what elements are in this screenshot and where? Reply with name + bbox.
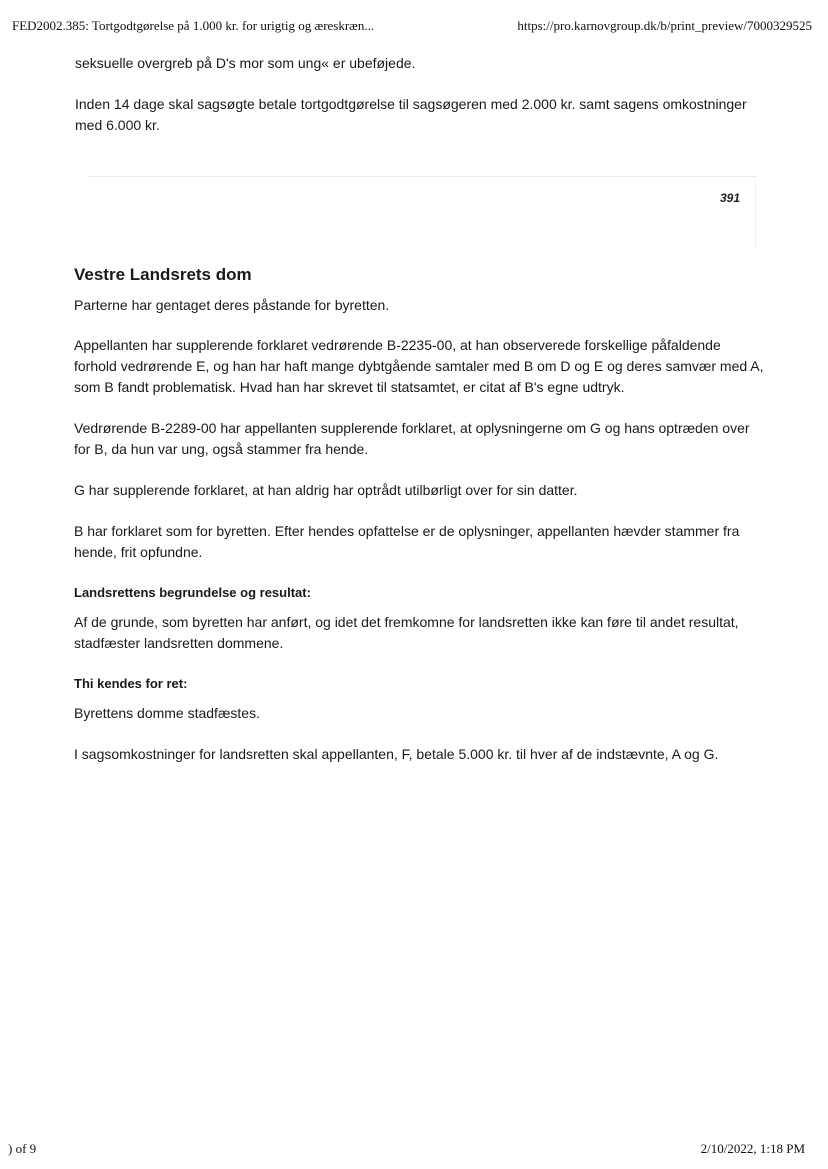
paragraph: Af de grunde, som byretten har anført, og idet det fremkomne for landsretten ikke kan føre til andet resultat, stadfæster landsretten dommene. [74,614,739,651]
section-heading: Vestre Landsrets dom [74,265,252,284]
paragraph: I sagsomkostninger for landsretten skal appellanten, F, betale 5.000 kr. til hver af de indstævnte, A og G. [74,746,719,762]
paragraph: seksuelle overgreb på D's mor som ung« er ubeføjede. [75,55,416,71]
judgment-section [74,264,764,785]
page-count: ) of 9 [8,1141,37,1156]
print-title: FED2002.385: Tortgodtgørelse på 1.000 kr. for urigtig og æreskræn... [12,18,375,33]
paragraph: B har forklaret som for byretten. Efter hendes opfattelse er de oplysninger, appellanten hævder stammer fra hende, frit opfundne. [74,523,740,560]
print-footer [0,1141,828,1161]
paragraph: Inden 14 dage skal sagsøgte betale tortgodtgørelse til sagsøgeren med 2.000 kr. samt sagens omkostninger med 6.000 kr. [75,96,747,133]
paragraph: Appellanten har supplerende forklaret vedrørende B-2235-00, at han observerede forskellige påfaldende forhold vedrørende E, og han har haft mange dybtgående samtaler med B om D og E og deres samvær med A, som B fandt problematisk. Hvad han har skrevet til statsamtet, er citat af B's egne udtryk. [74,337,764,395]
paragraph: Vedrørende B-2289-00 har appellanten supplerende forklaret, at oplysningerne om G og hans optræden over for B, da hun var ung, også stammer fra hende. [74,420,750,457]
top-section [75,53,755,156]
paragraph: Byrettens domme stadfæstes. [74,705,260,721]
print-url: https://pro.karnovgroup.dk/b/print_preview/7000329525 [517,18,812,33]
page-divider [88,176,756,177]
print-timestamp: 2/10/2022, 1:18 PM [700,1141,805,1156]
subheading-verdict: Thi kendes for ret: [74,676,188,691]
paragraph: Parterne har gentaget deres påstande for byretten. [74,297,390,313]
page-edge-line [755,178,756,248]
print-header [12,18,812,38]
paragraph: G har supplerende forklaret, at han aldrig har optrådt utilbørligt over for sin datter. [74,482,578,498]
page-number: 391 [719,191,740,205]
subheading-reasons: Landsrettens begrundelse og resultat: [74,585,311,600]
